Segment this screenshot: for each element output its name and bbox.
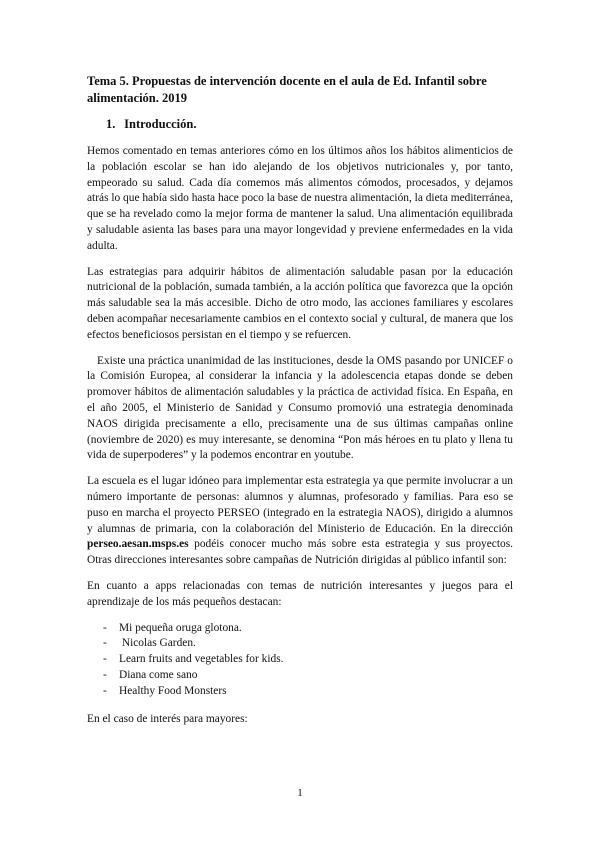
section-heading — [87, 116, 513, 133]
list-item — [87, 636, 513, 652]
paragraph-3: Existe una práctica unanimidad de las instituciones, desde la OMS pasando por UNICEF o la Comisión Europea, al considerar la infancia y la adolescencia etapas donde se deben promover hábitos de alimentación saludables y la práctica de actividad física. En España, en el año 2005, el Ministerio de Sanidad y Consumo promovió una estrategia denominada NAOS dirigida precisamente a ello, precisamente una de sus últimas campañas online (noviembre de 2020) es muy interesante, se denomina “Pon más héroes en tu plato y llena tu vida de superpoderes” y la podemos encontrar en youtube. — [87, 354, 513, 462]
list-bullet: - — [103, 621, 107, 634]
paragraph-1: Hemos comentado en temas anteriores cómo en los últimos años los hábitos alimenticios de la población escolar se han ido alejando de los objetivos nutricionales y, por tanto, empeorado su salud. Cada día comemos más alimentos cómodos, procesados, y dejamos atrás lo que había sido hasta hace poco la base de nuestra alimentación, la dieta mediterránea, que se ha revelado como la mejor forma de mantener la salud. Una alimentación equilibrada y saludable asienta las bases para una mayor longevidad y previene enfermedades en la vida adulta. — [87, 145, 514, 252]
list-item — [87, 684, 513, 700]
paragraph-2: Las estrategias para adquirir hábitos de alimentación saludable pasan por la educación nutricional de la población, sumada también, a la acción política que favorezca que la opción más saludable sea la más accesible. Dicho de otro modo, las acciones familiares y escolares deben acompañar necesariamente cambios en el contexto social y cultural, de manera que los efectos beneficiosos persistan en el tiempo y se refuercen. — [87, 265, 513, 341]
list-item — [87, 652, 513, 668]
paragraph-4 — [87, 474, 513, 569]
list-bullet: - — [103, 637, 107, 650]
list-bullet: - — [103, 668, 107, 681]
page-number: 1 — [297, 787, 303, 799]
list-item — [87, 621, 513, 637]
page-content — [87, 73, 513, 737]
apps-list — [87, 621, 513, 700]
list-item-text: Healthy Food Monsters — [119, 684, 227, 697]
paragraph-4-text-before: La escuela es el lugar idóneo para implementar esta estrategia ya que permite involucrar a un número importante de personas: alumnos y alumnas, profesorado y familias. Para eso se puso en marcha el proyecto PERSEO (integrado en la estrategia NAOS), dirigido a alumnos y alumnas de primaria, con la colaboración del Ministerio de Educación. En la dirección — [87, 475, 513, 535]
section-number: 1. — [106, 117, 116, 131]
section-title: Introducción. — [124, 117, 197, 131]
list-bullet: - — [103, 653, 107, 666]
list-bullet: - — [103, 684, 107, 697]
list-item-text: Nicolas Garden. — [119, 637, 196, 650]
closing-paragraph: En el caso de interés para mayores: — [87, 712, 248, 725]
paragraph-4-text-after: podéis conocer mucho más sobre esta estrategia y sus proyectos. Otras direcciones interesantes sobre campañas de Nutrición dirigidas al público infantil son: — [87, 538, 513, 567]
list-item-text: Diana come sano — [119, 668, 198, 681]
list-item-text: Learn fruits and vegetables for kids. — [119, 653, 284, 666]
perseo-link[interactable]: perseo.aesan.msps.es — [87, 538, 189, 551]
apps-intro: En cuanto a apps relacionadas con temas de nutrición interesantes y juegos para el aprendizaje de los más pequeños destacan: — [87, 579, 513, 608]
document-title: Tema 5. Propuestas de intervención docente en el aula de Ed. Infantil sobre alimentación. 2019 — [87, 74, 487, 105]
list-item-text: Mi pequeña oruga glotona. — [119, 621, 242, 634]
list-item — [87, 668, 513, 684]
